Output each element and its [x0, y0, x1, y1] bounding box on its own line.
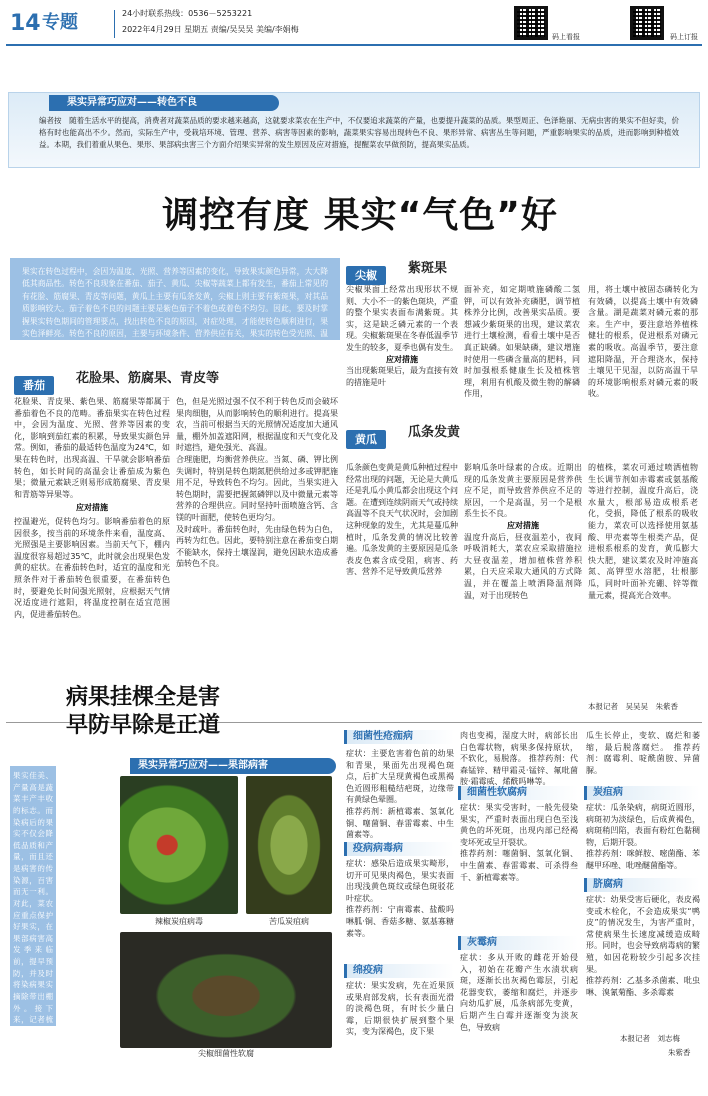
photo-chili-rot — [120, 932, 332, 1048]
hotline: 24小时联系热线：0536－5253221 — [122, 9, 253, 18]
editor-note: 编者按 随着生活水平的提高，消费者对蔬菜品质的要求越来越高，这就要求菜农在生产中，不仅要追求蔬菜的产量，也要提升蔬菜的品质。果型周正、色泽艳丽、无病虫害的果实不但好卖，价格有时也能高出不少。然而，实际生产中，受栽培环境、管理、营养、病害等因素的影响，蔬菜果实容易出现转色不良、果形异常、病害丛生等问题，严重影响果实的品质，进而影响到种植效益。本期，我们着重从果色、果形、果部病虫害三个方面介绍果实异常的发生原因及应对措施，提醒菜农早做预防，提高果实品质。 — [39, 116, 679, 149]
cucumber-col3: 的植株，菜农可通过喷洒植物生长调节剂如赤霉素或氨基酸等进行控制，温度升高后，浇水量大，根部易造成根系老化，受损，降低了根系的吸收能力，菜农可以选择使用氨基酸、甲壳素等生根类产品，促进根系根系的发育，黄瓜膨大快大肥，建议菜农及时冲施高氮、高钾型水溶肥，壮根膨瓜，同时叶面补充硼、锌等微量元素，提高光合效率。 — [588, 463, 698, 600]
caption-pepper-virus: 辣椒炭疽病毒 — [155, 917, 203, 926]
photo-pepper-virus — [120, 776, 238, 914]
page-header — [6, 6, 702, 46]
tomato-measures-head: 应对措施 — [76, 503, 108, 513]
disease-head-7: 脐腐病 — [584, 878, 700, 892]
main-title: 调控有度 果实“气色”好 — [162, 195, 558, 236]
disease-2-body: 症状：感染后造成果实畸形，切开可见果肉褐色，果实表面出现浅黄色斑纹或绿色斑驳花叶症状。 — [346, 859, 454, 903]
page-number: 14 — [10, 11, 41, 36]
cucumber-col2b-text: 温度升高后，昼夜温差小，夜间呼吸消耗大，菜农应采取措施拉大昼夜温差，增加植株营养积累，白天应采取大通风的方式降温，并在覆盖上喷洒降温剂降温，对于出现转色 — [464, 532, 582, 600]
caption-bittergourd: 苦瓜炭疽病 — [269, 917, 309, 926]
pepper-col1-text: 尖椒果面上经常出现形状不规则、大小不一的紫色斑块，严重的整个果实表面布满紫斑。其实，这是缺乏磷元素的一个表现。尖椒紫斑果在冬春低温季节发生的较多，夏季也偶有发生。 — [346, 285, 458, 352]
disease-8-drug: 推荐药剂：咪鲜胺、嘧菌酯、苯醚甲环唑、吡唑醚菌酯等。 — [586, 849, 700, 870]
tomato-col1-text: 花脸果、青皮果、紫色果、筋腐果等都属于番茄着色不良的范畴。番茄果实在转色过程中，会因为温度、光照、营养等因素的变化，影响到茄红素的积累，导致果实颜色异常。例如，番茄的最适转色温度为24℃，如果在转色时，出现高温、干旱就会影响番茄转色，如长时间的高温会让番茄成为紫色果；微量元素缺乏则易形成筋腐果、青皮果和青筋等异果等。 — [14, 397, 170, 499]
tag-cucumber: 黄瓜 — [346, 430, 386, 449]
disease-col1c: 症状：果实发病，先在近果顶或果肩部发病，长有表面光滑的淡褐色斑，有时长少量白霉，后期很快扩展到整个果实，变为深褐色，皮下果 — [346, 981, 454, 1037]
disease-col1a — [346, 748, 454, 842]
disease-1-body: 症状：主要危害着色前的幼果和青果，果面先出现褐色斑点，后扩大呈现黄褐色或黑褐色近圆形粗糙结疤斑，边缘带有黄绿色晕圈。 — [346, 749, 454, 805]
qr-label-1: 码上看报 — [552, 33, 580, 41]
disease-col3b — [586, 802, 700, 874]
cucumber-col1: 瓜条颜色变黄是黄瓜种植过程中经常出现的问题，无论是大黄瓜还是乳瓜小黄瓜都会出现这个问题。在遭到连续阴雨天气或持续高温等不良天气状况时，会加剧这种现象的发生，尤其是蔓瓜种植时，瓜条发黄的情况比较普遍。瓜条发黄的主要原因是瓜条表皮色素含成受阻，病害、药害、营养不足导致黄瓜营养 — [346, 463, 458, 577]
cucumber-col2 — [464, 462, 582, 712]
disease-banner: 果实异常巧应对——果部病害 — [130, 758, 336, 774]
divider — [114, 10, 115, 38]
disease-col2b — [460, 802, 578, 932]
disease-credit-1: 本报记者 刘志梅 — [620, 1034, 680, 1043]
topic-banner — [8, 92, 700, 168]
intro-box: 果实在转色过程中，会因为温度、光照、营养等因素的变化，导致果实颜色异常，大大降低其商品性。转色不良现象在番茄、茄子、黄瓜、尖椒等蔬菜上都有发生，番茄上常见的有花脸、筋腐果、青皮等问题，黄瓜上主要有瓜条发黄，尖椒上则主要有紫斑果，对其品质影响较大。茄子着色不良的问题主要是紫色茄子不着色或着色不均匀。因此，要及时掌握果实转色期间的管理要点，找出转色不良的原因，对症处理，才能使转色顺利进行，果实色泽鲜亮。转色不良的原因，主要与环境条件、营养供应有关，果实的转色受光照、温度、湿度及营养的影响。本版选取常见的几种蔬菜转色不良的问题，分析原因并提出应对措施，供参考。 — [10, 258, 340, 340]
tomato-col2 — [176, 396, 338, 716]
disease-9-body: 症状：幼果受害后硬化，表皮褐变或木栓化，不会造成果实“鸭皮”的情况发生，为害严重时，常使病果生长速度减缓造成畸形。同时，也会导致病毒病的繁殖，如因花粉较少引起多次挂果。 — [586, 895, 700, 974]
disease-head-4: 细菌性软腐病 — [458, 786, 578, 800]
disease-7-drug: 推荐药剂：腐霉利、啶酰菌胺、异菌脲。 — [586, 742, 701, 775]
tomato-col1 — [14, 396, 170, 716]
disease-1-drug: 推荐药剂：新植霉素、氢氧化铜、噻菌铜、春雷霉素、中生菌素等。 — [346, 806, 454, 840]
disease-col2c: 症状：多从开败的雌花开始侵入，初始在花瓣产生水渍状病斑，逐渐长出灰褐色霉层，引起花器变软，萎缩和腐烂，并逐步向幼瓜扩展，瓜条病部先变黄，后期产生白霉并逐渐变为淡灰色，导致病 — [460, 953, 578, 1032]
disease-col1b — [346, 858, 454, 964]
cucumber-measures-head: 应对措施 — [507, 520, 539, 530]
pepper-title: 紫斑果 — [408, 261, 448, 276]
disease-head-1: 细菌性疮痂病 — [344, 730, 454, 744]
disease-head-3: 绵疫病 — [344, 964, 454, 978]
disease-head-5: 灰霉病 — [458, 936, 578, 950]
disease-8-body: 症状：瓜条染病，病斑近圆形，病斑初为淡绿色，后成黄褐色，病斑稍凹陷，表面有粉红色黏稠物，后期开裂。 — [586, 803, 700, 847]
cucumber-title: 瓜条发黄 — [408, 425, 461, 440]
tomato-col2c-text: 及时疏叶。番茄转色时，先由绿色转为白色，再转为红色。因此，要特别注意在番茄变白期不能缺水，保持土壤湿润，避免因缺水造成番茄转色不良。 — [176, 524, 338, 569]
disease-col3c — [586, 894, 700, 1030]
tomato-col2b-text: 合理施肥，均衡营养供应。当氮、磷、钾比例失调时，特别是转色期氮肥供给过多或钾肥施用不足，导致转色不均匀。因此，当果实进入转色期时，需要把握氮磷钾以及中微量元素等营养的合理供应。同时坚持叶面喷施含钙、含镁的叶面肥，使转色更均匀。 — [176, 454, 338, 522]
pepper-col1b-text: 当出现紫斑果后，最为直接有效的措施是叶 — [346, 366, 458, 387]
disease-9-drug: 推荐药剂：乙基多杀菌素、吡虫啉、溴氰菊酯、多杀霉素 — [586, 976, 700, 997]
qr-label-2: 码上订报 — [670, 33, 698, 41]
pepper-col3: 用，将土壤中被固态磷转化为有效磷，以提高土壤中有效磷含量。湖是蔬菜对磷元素的那来。生产中，要注意培养植株健壮的根系，促进根系对磷元素的吸收。高温季节，要注意遮阳降温，开合理浇水，保持土壤见干见湿，以防高温干旱的环境影响根系对磷元素的吸收。 — [588, 285, 698, 399]
pepper-col2: 面补充，如定期喷施磷酸二氢钾，可以有效补充磷肥，调节植株养分比例，改善果实品质。要想减少紫斑果的出现，建议菜农进行土壤检测，看看土壤中是否真正缺磷。如果缺磷，建议增施时使用一些磷含量高的肥料，同时加强根系健康生长及植株管理，利用有机酸及微生物的解磷作用， — [464, 285, 580, 399]
photo-bittergourd — [246, 776, 332, 914]
tag-tomato: 番茄 — [14, 376, 54, 395]
caption-chili-rot: 尖椒细菌性软腐 — [198, 1049, 254, 1058]
disease-head-2: 疫病病毒病 — [344, 842, 454, 856]
tomato-col2-text: 色，但是光照过强不仅不利于转色反而会破坏果肉细胞，从而影响转色的顺利进行。提高果农，当前可根据当天的光照情况适度加大通风量，棚外加盖遮阳网，根据温度和天气变化及时遮挡，避免强光、高温。 — [176, 397, 338, 453]
disease-title-2: 早防早除是正道 — [66, 713, 221, 738]
disease-7-body: 瓜生长停止，变软、腐烂和萎缩，最后脱落腐烂。 — [586, 731, 700, 752]
date-line: 2022年4月29日 星期五 责编/吴吴吴 美编/李娟梅 — [122, 25, 299, 34]
qr-code-icon[interactable] — [514, 6, 548, 40]
section-name: 专题 — [42, 12, 78, 33]
pepper-col1 — [346, 284, 458, 422]
pepper-measures-head: 应对措施 — [386, 354, 418, 364]
disease-5-body: 症状：果实受害时，一般先侵染果实，严重时表面出现白色至浅黄色的坏死斑，出现内部已经褐变坏死或呈开裂状。 — [460, 803, 578, 847]
disease-intro: 果实佳美、产量高是蔬菜丰产丰收的标志。而染病后的果实不仅会降低品质和产量，而且还是病害的传染源，百害而无一利。对此，菜农应重点保护好果实，在果部病害高发季来临前，提早预防，并及时将染病果实摘除带出棚外。接下来，记者梳理了部分近期多发的果部病害及防治药剂，与大家一起分享。 — [10, 766, 56, 1026]
cucumber-col2-text: 影响瓜条叶绿素的合成。近期出现的瓜条发黄主要原因是营养供应不足，而导致营养供应不足的原因，一个是高温，另一个是根系生长不良。 — [464, 463, 582, 519]
disease-head-6 — [584, 786, 700, 800]
disease-4-drug: 推荐药剂：代森锰锌、精甲霜灵·锰锌、氟吡菌胺·霜霉威、烯酰吗啉等。 — [460, 754, 579, 787]
disease-col3a — [586, 730, 700, 782]
disease-5-drug: 推荐药剂：噻菌铜、氢氧化铜、中生菌素、春雷霉素、可杀得叁千、新植霉素等。 — [460, 849, 578, 882]
disease-title-1: 病果挂棵全是害 — [66, 685, 221, 710]
tomato-col1b-text: 控温避光，促转色均匀。影响番茄着色的原因很多，按当前的环境条件来看，温度高、光照强是主要影响因素。当前天气下，棚内温度很容易超过35℃，此时就会出现果色发黄的症状。在番茄转色时，适宜的温度和光照条件对于番茄转色很重要，在番茄转色时，要避免长时间强光照射，应根据天气情况适度进行遮阳，将温度控制在适宜范围内，促进番茄转色。 — [14, 516, 170, 619]
disease-col2a — [460, 730, 579, 787]
disease-head-6-text: 炭疽病 — [593, 787, 623, 798]
disease-4-body: 肉也变褐，湿度大时，病部长出白色霉状物，病果多保持原状，不软化，易脱落。 — [460, 731, 578, 764]
qr-code-icon[interactable] — [630, 6, 664, 40]
disease-credit-2: 朱紫香 — [668, 1048, 691, 1057]
disease-2-drug: 推荐药剂：宁南霉素、盐酸吗啉胍·铜、香菇多糖、氨基寡糖素等。 — [346, 905, 454, 938]
tag-pepper: 尖椒 — [346, 266, 386, 285]
banner-title: 果实异常巧应对——转色不良 — [49, 95, 279, 111]
cucumber-credit: 本报记者 吴吴吴 朱紫香 — [588, 702, 678, 711]
tomato-title: 花脸果、筋腐果、青皮等 — [76, 371, 220, 386]
